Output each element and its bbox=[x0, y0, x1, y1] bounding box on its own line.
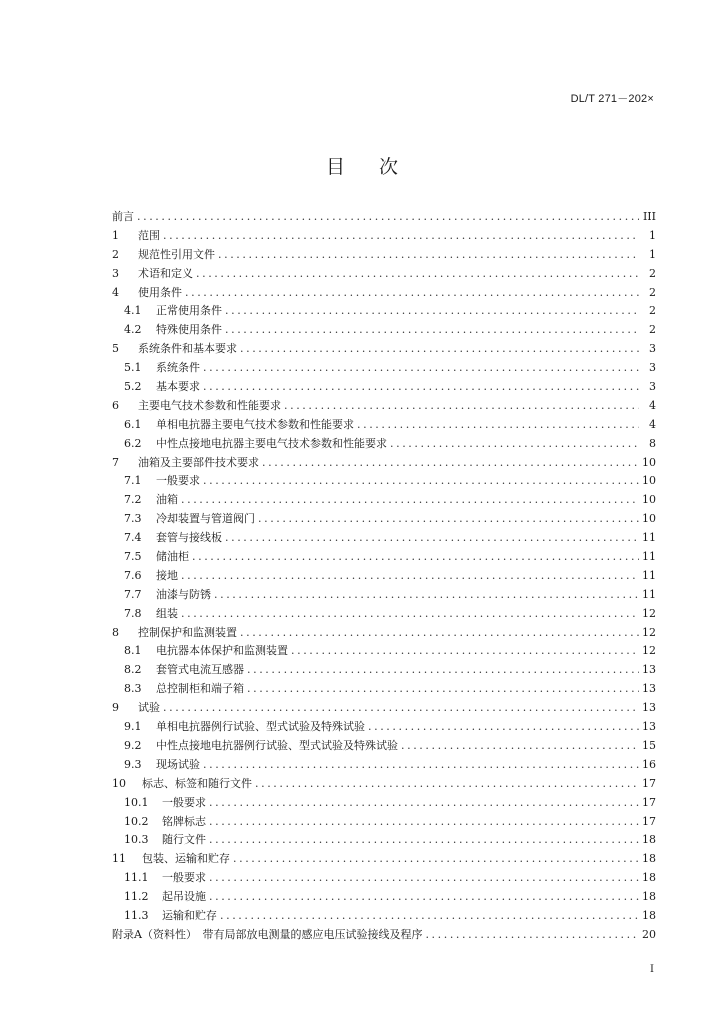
toc-entry-number: 5.1 bbox=[124, 361, 142, 375]
toc-entry-title: 运输和贮存 bbox=[162, 908, 217, 922]
toc-entry-title: 标志、标签和随行文件 bbox=[142, 776, 252, 790]
toc-entry-page: 18 bbox=[642, 871, 656, 885]
toc-entry-title: 油箱及主要部件技术要求 bbox=[138, 455, 259, 469]
toc-entry-page: 10 bbox=[642, 474, 656, 488]
toc-entry[interactable] bbox=[112, 680, 656, 699]
toc-entry-title: 储油柜 bbox=[156, 550, 189, 564]
toc-entry[interactable] bbox=[112, 831, 656, 850]
toc-entry[interactable] bbox=[112, 359, 656, 378]
toc-entry-page: 2 bbox=[649, 304, 656, 318]
toc-entry-page: 13 bbox=[642, 720, 656, 734]
toc-entry[interactable] bbox=[112, 416, 656, 435]
toc-entry-number: 10.1 bbox=[124, 795, 149, 809]
toc-entry-number: 1 bbox=[112, 228, 119, 242]
toc-dot-leader bbox=[181, 607, 639, 620]
toc-entry-title: 组装 bbox=[156, 606, 178, 620]
toc-dot-leader bbox=[390, 437, 639, 450]
toc-entry-page: 11 bbox=[642, 587, 656, 601]
toc-entry-number: 11 bbox=[112, 852, 126, 866]
toc-entry-title: 一般要求 bbox=[162, 795, 206, 809]
toc-entry-number: 7.7 bbox=[124, 587, 142, 601]
toc-entry-number: 6.2 bbox=[124, 436, 142, 450]
toc-entry-number: 7.8 bbox=[124, 606, 142, 620]
toc-entry[interactable] bbox=[112, 378, 656, 397]
toc-entry-page: 13 bbox=[642, 663, 656, 677]
toc-entry-title: 总控制柜和端子箱 bbox=[156, 682, 244, 696]
toc-dot-leader bbox=[247, 663, 639, 676]
toc-dot-leader bbox=[137, 210, 639, 223]
toc-entry[interactable] bbox=[112, 529, 656, 548]
toc-entry-number: 3 bbox=[112, 266, 119, 280]
toc-entry-number: 11.1 bbox=[124, 871, 149, 885]
toc-dot-leader bbox=[225, 304, 639, 317]
toc-entry[interactable] bbox=[112, 775, 656, 794]
toc-entry-page: 8 bbox=[649, 436, 656, 450]
toc-entry-title: 套管式电流互感器 bbox=[156, 663, 244, 677]
toc-entry-title: 油箱 bbox=[156, 493, 178, 507]
toc-title: 目次 bbox=[325, 156, 432, 178]
toc-entry[interactable] bbox=[112, 321, 656, 340]
toc-entry[interactable] bbox=[112, 435, 656, 454]
toc-entry-number: 7.2 bbox=[124, 493, 142, 507]
toc-entry-number: 8.1 bbox=[124, 644, 142, 658]
toc-dot-leader bbox=[218, 248, 639, 261]
toc-entry[interactable] bbox=[112, 586, 656, 605]
toc-entry-page: 17 bbox=[642, 776, 656, 790]
toc-entry-number: 8.2 bbox=[124, 663, 142, 677]
toc-entry-title: 正常使用条件 bbox=[156, 304, 222, 318]
toc-entry-title: 特殊使用条件 bbox=[156, 323, 222, 337]
toc-entry[interactable] bbox=[112, 397, 656, 416]
toc-entry[interactable] bbox=[112, 302, 656, 321]
toc-entry-title: 电抗器本体保护和监测装置 bbox=[156, 644, 288, 658]
toc-entry-title: 油漆与防锈 bbox=[156, 587, 211, 601]
toc-entry[interactable] bbox=[112, 813, 656, 832]
toc-entry[interactable] bbox=[112, 284, 656, 303]
toc-entry-page: 12 bbox=[642, 625, 656, 639]
toc-entry-number: 4.1 bbox=[124, 304, 142, 318]
toc-dot-leader bbox=[255, 777, 639, 790]
toc-dot-leader bbox=[203, 380, 639, 393]
toc-entry-title: 单相电抗器主要电气技术参数和性能要求 bbox=[156, 417, 354, 431]
toc-dot-leader bbox=[163, 229, 639, 242]
toc-dot-leader bbox=[247, 682, 639, 695]
toc-entry-title: 起吊设施 bbox=[162, 890, 206, 904]
toc-entry-page: III bbox=[642, 210, 656, 223]
toc-dot-leader bbox=[401, 739, 639, 752]
toc-entry-number: 7.4 bbox=[124, 531, 142, 545]
toc-entry-page: 18 bbox=[642, 908, 656, 922]
toc-entry-number: 5 bbox=[112, 342, 119, 356]
toc-entry-page: 3 bbox=[649, 380, 656, 394]
toc-entry-title: 套管与接线板 bbox=[156, 531, 222, 545]
toc-entry-title: 前言 bbox=[112, 210, 134, 223]
toc-entry[interactable] bbox=[112, 340, 656, 359]
toc-entry-number: 8 bbox=[112, 625, 119, 639]
toc-entry-page: 2 bbox=[649, 323, 656, 337]
toc-entry-number: 10.3 bbox=[124, 833, 149, 847]
toc-dot-leader bbox=[209, 871, 639, 884]
toc-entry-title: 术语和定义 bbox=[138, 266, 193, 280]
toc-entry[interactable] bbox=[112, 227, 656, 246]
toc-entry-page: 10 bbox=[642, 493, 656, 507]
toc-entry-page: 3 bbox=[649, 342, 656, 356]
toc-entry[interactable] bbox=[112, 605, 656, 624]
toc-dot-leader bbox=[196, 267, 639, 280]
toc-dot-leader bbox=[225, 323, 639, 336]
toc-dot-leader bbox=[240, 626, 639, 639]
toc-entry[interactable] bbox=[112, 642, 656, 661]
toc-dot-leader bbox=[425, 928, 639, 941]
toc-dot-leader bbox=[240, 342, 639, 355]
toc-entry[interactable] bbox=[112, 926, 656, 945]
toc-dot-leader bbox=[203, 758, 639, 771]
toc-dot-leader bbox=[368, 720, 639, 733]
toc-entry-title: 冷却装置与管道阀门 bbox=[156, 512, 255, 526]
toc-dot-leader bbox=[209, 815, 639, 828]
toc-entry-number: 7.3 bbox=[124, 512, 142, 526]
toc-entry-number: 6 bbox=[112, 398, 119, 412]
toc-entry-number: 10 bbox=[112, 776, 126, 790]
toc-entry-page: 11 bbox=[642, 550, 656, 564]
toc-entry-number: 11.3 bbox=[124, 908, 149, 922]
toc-entry[interactable] bbox=[112, 265, 656, 284]
toc-entry-title: 中性点接地电抗器例行试验、型式试验及特殊试验 bbox=[156, 738, 398, 752]
toc-entry-page: 16 bbox=[642, 757, 656, 771]
toc-entry-number: 7.5 bbox=[124, 550, 142, 564]
toc-entry-number: 4 bbox=[112, 285, 119, 299]
toc-entry-number: 10.2 bbox=[124, 814, 149, 828]
toc-entry-page: 18 bbox=[642, 852, 656, 866]
toc-entry[interactable] bbox=[112, 661, 656, 680]
toc-entry-number: 9.2 bbox=[124, 738, 142, 752]
toc-entry-number: 11.2 bbox=[124, 890, 149, 904]
toc-entry-page: 10 bbox=[642, 512, 656, 526]
toc-entry-number: 7.6 bbox=[124, 568, 142, 582]
toc-entry[interactable] bbox=[112, 454, 656, 473]
toc-dot-leader bbox=[209, 833, 639, 846]
toc-entry-number: 9.3 bbox=[124, 757, 142, 771]
toc-dot-leader bbox=[203, 361, 639, 374]
toc-entry-number: 2 bbox=[112, 247, 119, 261]
toc-entry-title: 铭牌标志 bbox=[162, 814, 206, 828]
toc-entry-title: 系统条件 bbox=[156, 361, 200, 375]
toc-entry-title: 随行文件 bbox=[162, 833, 206, 847]
document-code: DL/T 271－202× bbox=[570, 93, 654, 105]
toc-dot-leader bbox=[233, 852, 639, 865]
toc-entry-number: 9.1 bbox=[124, 720, 142, 734]
toc-entry-page: 11 bbox=[642, 531, 656, 545]
toc-dot-leader bbox=[185, 286, 639, 299]
toc-entry[interactable] bbox=[112, 246, 656, 265]
toc-dot-leader bbox=[291, 644, 639, 657]
toc-entry-page: 18 bbox=[642, 890, 656, 904]
toc-entry-page: 12 bbox=[642, 644, 656, 658]
toc-entry-title: 单相电抗器例行试验、型式试验及特殊试验 bbox=[156, 720, 365, 734]
page-number: I bbox=[650, 964, 654, 975]
toc-entry-title: 现场试验 bbox=[156, 757, 200, 771]
toc-entry-page: 17 bbox=[642, 795, 656, 809]
toc-entry-number: 9 bbox=[112, 701, 119, 715]
toc-entry-number: 7 bbox=[112, 455, 119, 469]
toc-dot-leader bbox=[181, 569, 639, 582]
toc-entry[interactable] bbox=[112, 472, 656, 491]
toc-entry-title: 控制保护和监测装置 bbox=[138, 625, 237, 639]
toc-entry-number: 6.1 bbox=[124, 417, 142, 431]
toc-dot-leader bbox=[262, 456, 639, 469]
toc-entry-page: 4 bbox=[649, 398, 656, 412]
toc-entry-page: 4 bbox=[649, 417, 656, 431]
toc-dot-leader bbox=[163, 701, 639, 714]
toc-entry[interactable] bbox=[112, 624, 656, 643]
toc-entry-page: 2 bbox=[649, 266, 656, 280]
toc-dot-leader bbox=[192, 550, 639, 563]
toc-dot-leader bbox=[258, 512, 639, 525]
toc-entry[interactable] bbox=[112, 794, 656, 813]
toc-entry-title: 一般要求 bbox=[156, 474, 200, 488]
toc-entry-number: 7.1 bbox=[124, 474, 142, 488]
toc-entry-title: 试验 bbox=[138, 701, 160, 715]
toc-entry-number: 5.2 bbox=[124, 380, 142, 394]
toc-dot-leader bbox=[357, 418, 639, 431]
toc-dot-leader bbox=[220, 909, 639, 922]
toc-entry-number: 4.2 bbox=[124, 323, 142, 337]
toc-entry-title: 规范性引用文件 bbox=[138, 247, 215, 261]
toc-entry-title: 基本要求 bbox=[156, 380, 200, 394]
toc-entry-page: 3 bbox=[649, 361, 656, 375]
toc-entry[interactable] bbox=[112, 208, 656, 227]
toc-entry[interactable] bbox=[112, 510, 656, 529]
toc-entry-title: 接地 bbox=[156, 568, 178, 582]
toc-dot-leader bbox=[284, 399, 639, 412]
toc-entry-page: 1 bbox=[649, 228, 656, 242]
toc-entry[interactable] bbox=[112, 548, 656, 567]
toc-dot-leader bbox=[209, 796, 639, 809]
toc-entry[interactable] bbox=[112, 567, 656, 586]
toc-entry-title: 主要电气技术参数和性能要求 bbox=[138, 398, 281, 412]
toc-entry-title: 附录A（资料性） 带有局部放电测量的感应电压试验接线及程序 bbox=[112, 927, 423, 941]
toc-entry[interactable] bbox=[112, 907, 656, 926]
toc-entry-title: 范围 bbox=[138, 228, 160, 242]
toc-dot-leader bbox=[214, 588, 639, 601]
toc-entry-page: 18 bbox=[642, 833, 656, 847]
toc-entry-page: 13 bbox=[642, 682, 656, 696]
toc-entry-title: 中性点接地电抗器主要电气技术参数和性能要求 bbox=[156, 436, 387, 450]
toc-entry[interactable] bbox=[112, 869, 656, 888]
toc-entry-page: 1 bbox=[649, 247, 656, 261]
toc-entry[interactable] bbox=[112, 737, 656, 756]
toc-entry-page: 2 bbox=[649, 285, 656, 299]
toc-entry-page: 10 bbox=[642, 455, 656, 469]
toc-entry[interactable] bbox=[112, 491, 656, 510]
toc-entry-page: 11 bbox=[642, 568, 656, 582]
toc-entry-page: 20 bbox=[642, 927, 656, 941]
table-of-contents bbox=[112, 208, 656, 945]
toc-dot-leader bbox=[225, 531, 639, 544]
toc-entry-page: 12 bbox=[642, 606, 656, 620]
toc-entry[interactable] bbox=[112, 850, 656, 869]
toc-entry[interactable] bbox=[112, 699, 656, 718]
toc-entry[interactable] bbox=[112, 888, 656, 907]
toc-entry[interactable] bbox=[112, 718, 656, 737]
toc-entry-page: 15 bbox=[642, 738, 656, 752]
toc-entry-title: 包装、运输和贮存 bbox=[142, 852, 230, 866]
toc-entry-title: 使用条件 bbox=[138, 285, 182, 299]
toc-entry[interactable] bbox=[112, 756, 656, 775]
toc-entry-page: 17 bbox=[642, 814, 656, 828]
toc-entry-title: 系统条件和基本要求 bbox=[138, 342, 237, 356]
toc-dot-leader bbox=[209, 890, 639, 903]
toc-entry-number: 8.3 bbox=[124, 682, 142, 696]
toc-dot-leader bbox=[181, 493, 639, 506]
toc-entry-title: 一般要求 bbox=[162, 871, 206, 885]
toc-dot-leader bbox=[203, 474, 639, 487]
toc-entry-page: 13 bbox=[642, 701, 656, 715]
